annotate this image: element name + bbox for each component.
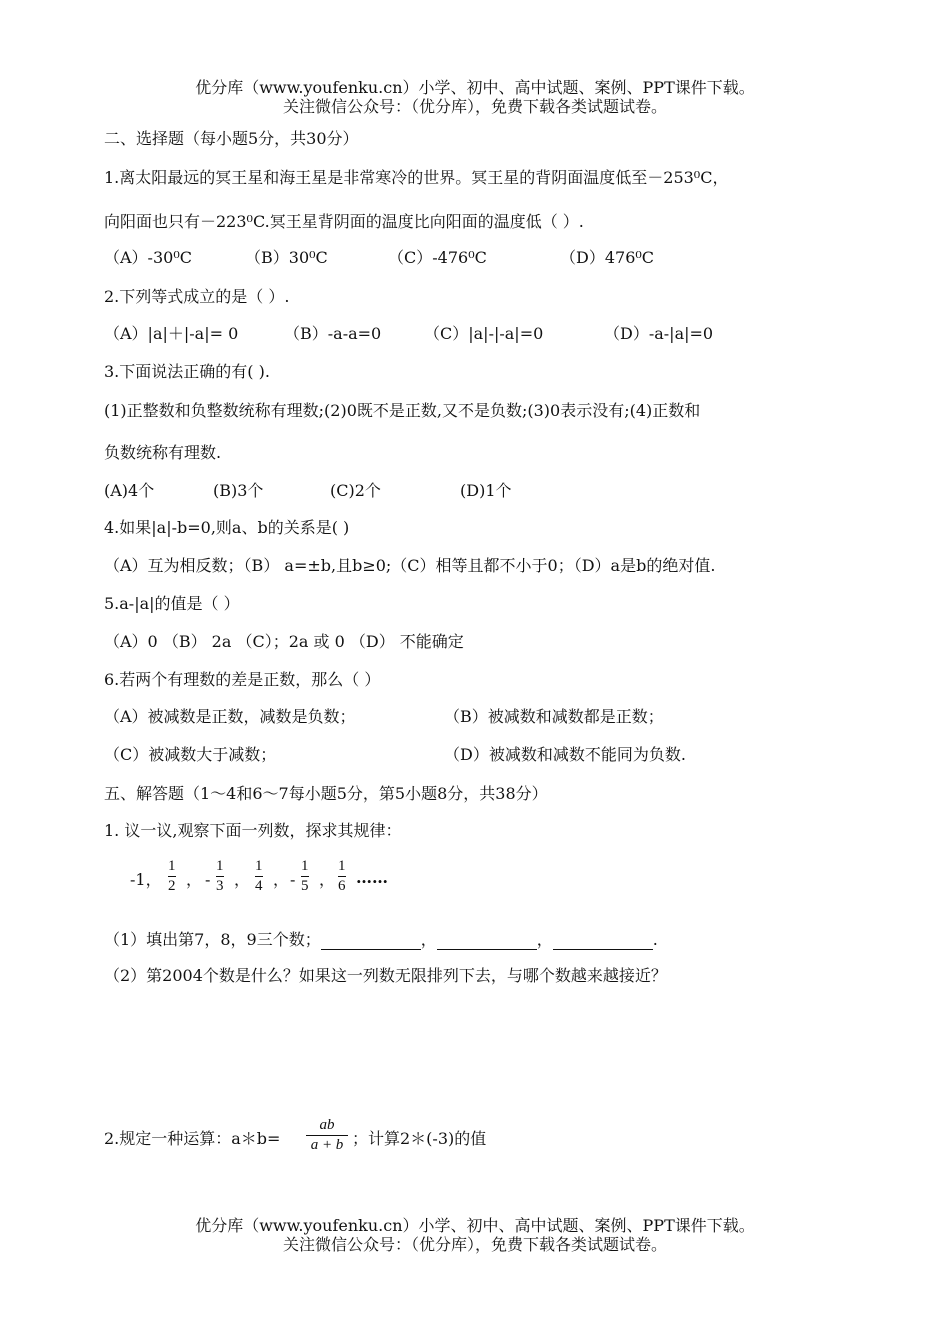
q4-stem: 4.如果|a|-b=0,则a、b的关系是( ) <box>104 518 350 537</box>
q3-option-a: (A)4个 <box>104 481 155 500</box>
q2-option-c: （C）|a|-|-a|=0 <box>424 324 544 343</box>
answer-blank-8[interactable] <box>437 933 537 950</box>
q3-option-b: (B)3个 <box>213 481 264 500</box>
q5-options: （A）0 （B） 2a （C）；2a 或 0 （D） 不能确定 <box>104 632 464 651</box>
fraction-1-4: 1 4 <box>255 858 263 894</box>
comma-1: ， <box>186 870 203 889</box>
q6-option-a: （A）被减数是正数，减数是负数； <box>104 707 356 726</box>
p2-suffix: ；计算2＊(-3)的值 <box>352 1129 487 1148</box>
q4-options: （A）互为相反数；（B） a=±b,且b≥0;（C）相等且都不小于0；（D）a是b的绝对值. <box>104 556 716 575</box>
minus-sign-5: - <box>290 870 296 889</box>
p1-sub1: （1）填出第7，8，9三个数； ， ， . <box>104 930 658 949</box>
p1-sub2: （2）第2004个数是什么？如果这一列数无限排列下去，与哪个数越来越接近？ <box>104 966 667 985</box>
q1-option-b: （B）30⁰C <box>245 248 328 267</box>
q3-option-d: (D)1个 <box>460 481 512 500</box>
comma-4: ， <box>319 870 336 889</box>
q2-stem: 2.下列等式成立的是（ ）. <box>104 287 290 306</box>
footer-line-2: 关注微信公众号：（优分库），免费下载各类试题试卷。 <box>282 1235 667 1254</box>
answer-blank-7[interactable] <box>321 933 421 950</box>
comma-3: ， <box>273 870 290 889</box>
header-line-1: 优分库（www.youfenku.cn）小学、初中、高中试题、案例、PPT课件下载。 <box>195 78 755 97</box>
sequence-start: -1， <box>130 870 162 889</box>
q3-line-2: 负数统称有理数. <box>104 443 222 462</box>
fraction-1-6: 1 6 <box>338 858 346 894</box>
answer-blank-9[interactable] <box>553 933 653 950</box>
fraction-1-3: 1 3 <box>216 858 224 894</box>
section-2-title: 二、选择题（每小题5分，共30分） <box>104 129 359 148</box>
header-line-2: 关注微信公众号：（优分库），免费下载各类试题试卷。 <box>282 97 667 116</box>
q2-option-b: （B）-a-a=0 <box>284 324 382 343</box>
q2-option-d: （D）-a-|a|=0 <box>604 324 714 343</box>
q5-stem: 5.a-|a|的值是（ ） <box>104 594 240 613</box>
q1-option-c: （C）-476⁰C <box>388 248 487 267</box>
sequence-ellipsis: …… <box>356 868 388 887</box>
footer-line-1: 优分库（www.youfenku.cn）小学、初中、高中试题、案例、PPT课件下载。 <box>195 1216 755 1235</box>
q6-option-c: （C）被减数大于减数； <box>104 745 277 764</box>
p1-stem: 1. 议一议,观察下面一列数，探求其规律： <box>104 821 402 840</box>
fraction-1-5: 1 5 <box>301 858 309 894</box>
minus-sign-3: - <box>205 870 211 889</box>
q1-option-d: （D）476⁰C <box>560 248 655 267</box>
q1-line-2: 向阳面也只有－223⁰C.冥王星背阴面的温度比向阳面的温度低（ ）. <box>104 212 584 231</box>
section-5-title: 五、解答题（1～4和6～7每小题5分，第5小题8分，共38分） <box>104 784 548 803</box>
fraction-1-2: 1 2 <box>168 858 176 894</box>
q6-option-d: （D）被减数和减数不能同为负数. <box>444 745 686 764</box>
q2-option-a: （A）|a|＋|-a|= 0 <box>104 324 239 343</box>
q6-stem: 6.若两个有理数的差是正数，那么（ ） <box>104 670 381 689</box>
q3-option-c: (C)2个 <box>330 481 381 500</box>
fraction-ab-over-a-plus-b: ab a + b <box>306 1117 348 1154</box>
q1-line-1: 1.离太阳最远的冥王星和海王星是非常寒冷的世界。冥王星的背阴面温度低至－253⁰C， <box>104 168 729 187</box>
q1-option-a: （A）-30⁰C <box>104 248 192 267</box>
q6-option-b: （B）被减数和减数都是正数； <box>444 707 664 726</box>
q3-stem: 3.下面说法正确的有( ). <box>104 362 270 381</box>
comma-2: ， <box>234 870 251 889</box>
q3-line-1: (1)正整数和负整数统称有理数;(2)0既不是正数,又不是负数;(3)0表示没有;(4)正数和 <box>104 401 701 420</box>
p2-prefix: 2.规定一种运算：a＊b= <box>104 1129 281 1148</box>
